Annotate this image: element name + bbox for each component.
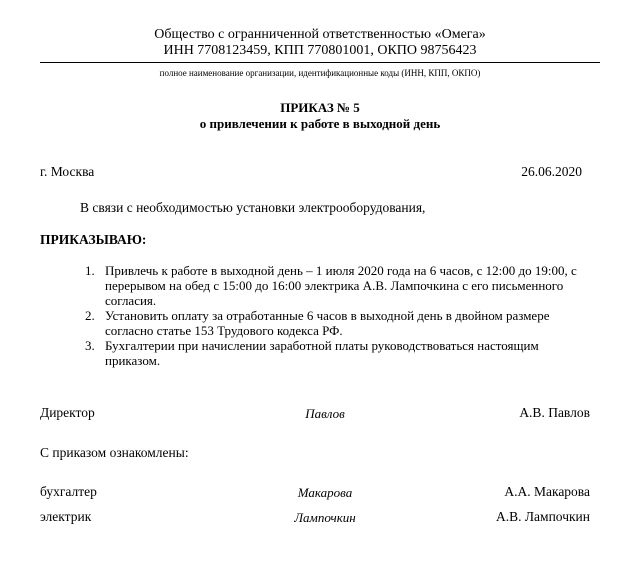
acknowledged-signature: Лампочкин xyxy=(294,510,356,525)
organization-caption: полное наименование организации, идентификационные коды (ИНН, КПП, ОКПО) xyxy=(159,68,481,78)
item-number: 3. xyxy=(85,338,95,353)
acknowledged-name: А.В. Лампочкин xyxy=(496,509,590,524)
order-command: ПРИКАЗЫВАЮ: xyxy=(40,232,147,247)
item-line: перерывом на обед с 15:00 до 16:00 электрика А.В. Лампочкина с его письменного xyxy=(105,278,564,293)
order-city: г. Москва xyxy=(40,164,95,179)
acknowledgment-label: С приказом ознакомлены: xyxy=(40,445,189,460)
order-subtitle: о привлечении к работе в выходной день xyxy=(199,116,441,131)
item-line: Установить оплату за отработанные 6 часов в выходной день в двойном размере xyxy=(105,308,550,323)
acknowledged-name: А.А. Макарова xyxy=(504,484,590,499)
item-line: приказом. xyxy=(105,353,161,368)
list-item xyxy=(105,338,605,368)
director-name: А.В. Павлов xyxy=(519,405,590,420)
director-position: Директор xyxy=(40,405,95,420)
item-line: согласия. xyxy=(105,293,157,308)
order-date: 26.06.2020 xyxy=(521,164,582,179)
order-preamble: В связи с необходимостью установки электрооборудования, xyxy=(80,200,426,215)
order-items xyxy=(0,263,640,373)
item-number: 1. xyxy=(85,263,95,278)
item-number: 2. xyxy=(85,308,95,323)
order-title: ПРИКАЗ № 5 xyxy=(280,100,360,115)
organization-name: Общество с огранниченной ответственностью «Омега» xyxy=(154,27,486,42)
list-item xyxy=(105,263,605,308)
acknowledged-signature: Макарова xyxy=(297,485,353,500)
organization-codes: ИНН 7708123459, КПП 770801001, ОКПО 98756423 xyxy=(163,43,477,58)
director-signature: Павлов xyxy=(305,406,345,421)
item-line: согласно статье 153 Трудового кодекса РФ. xyxy=(105,323,343,338)
item-line: Привлечь к работе в выходной день – 1 июля 2020 года на 6 часов, с 12:00 до 19:00, с xyxy=(105,263,577,278)
acknowledged-position: бухгалтер xyxy=(40,484,97,499)
acknowledged-position: электрик xyxy=(40,509,92,524)
list-item xyxy=(105,308,605,338)
header-divider xyxy=(40,62,600,63)
item-line: Бухгалтерии при начислении заработной платы руководствоваться настоящим xyxy=(105,338,539,353)
